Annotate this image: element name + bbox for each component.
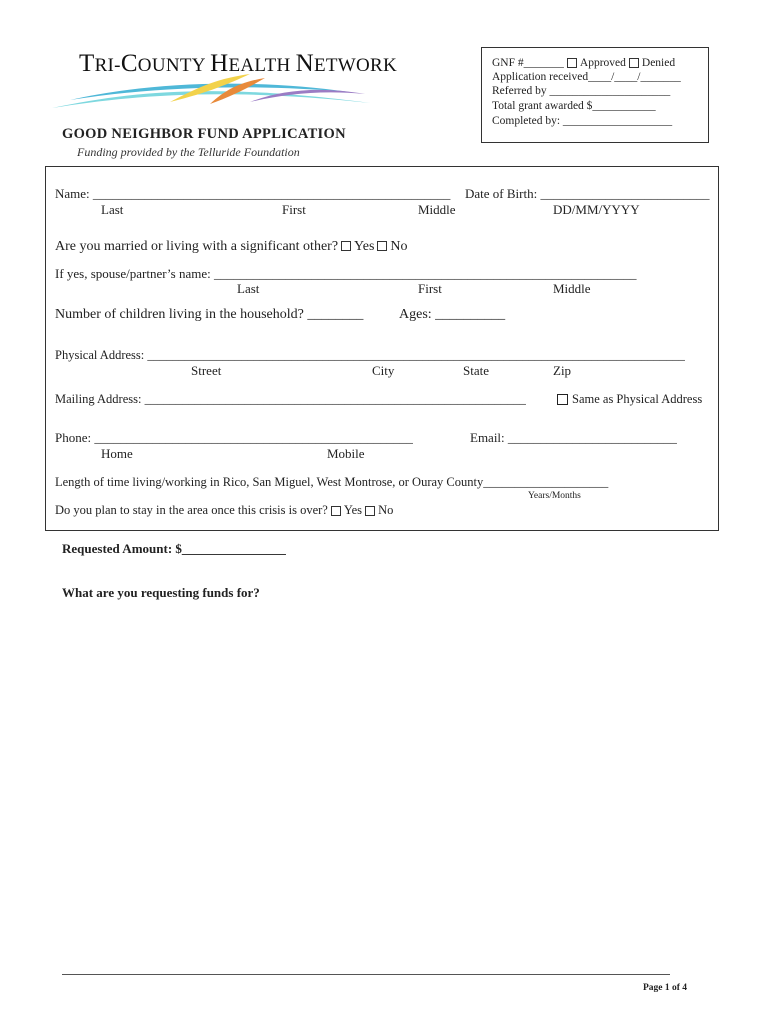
requested-amount-field[interactable]: Requested Amount: $________________ (62, 541, 286, 556)
children-ages-field[interactable]: Ages: __________ (399, 307, 506, 322)
mobile-caption: Mobile (327, 446, 365, 461)
name-middle-caption: Middle (418, 202, 456, 217)
married-yes-label: Yes (354, 239, 375, 254)
married-question (55, 239, 408, 255)
married-no-checkbox[interactable] (377, 241, 387, 251)
logo-cap-2: C (120, 50, 138, 77)
footer-divider (62, 974, 670, 975)
office-gnf-line (492, 57, 675, 69)
logo-cap-4: N (295, 50, 314, 77)
application-received-field[interactable]: Application received____/____/_______ (492, 71, 681, 83)
zip-caption: Zip (553, 363, 572, 378)
spouse-middle-caption: Middle (553, 281, 591, 296)
approved-label: Approved (579, 57, 626, 69)
denied-label: Denied (641, 57, 676, 69)
logo-rest-3: EALTH (228, 55, 296, 76)
referred-by-field[interactable]: Referred by _____________________ (492, 85, 671, 97)
spouse-first-caption: First (418, 281, 442, 296)
city-caption: City (372, 363, 395, 378)
page-number: Page 1 of 4 (643, 983, 688, 993)
office-use-box (481, 47, 709, 143)
physical-address-field[interactable]: Physical Address: ______________________________________________________________________________________ (55, 348, 685, 362)
married-yes-checkbox[interactable] (341, 241, 351, 251)
denied-checkbox[interactable] (629, 58, 639, 68)
same-as-physical (557, 392, 702, 407)
form-title: GOOD NEIGHBOR FUND APPLICATION (62, 126, 346, 142)
length-of-time-field[interactable]: Length of time living/working in Rico, San Miguel, West Montrose, or Ouray County____________________ (55, 475, 609, 489)
years-months-caption: Years/Months (528, 491, 581, 501)
logo-cap-3: H (210, 50, 229, 77)
email-field[interactable]: Email: __________________________ (470, 430, 677, 445)
stay-no-checkbox[interactable] (365, 506, 375, 516)
married-no-label: No (390, 239, 408, 254)
married-question-text: Are you married or living with a significant other? (55, 239, 339, 254)
spouse-last-caption: Last (237, 281, 260, 296)
same-as-physical-label: Same as Physical Address (572, 392, 703, 406)
stay-yes-label: Yes (343, 503, 363, 517)
dob-field[interactable]: Date of Birth: __________________________ (465, 186, 710, 201)
logo-rest-1: RI- (94, 55, 121, 76)
stay-no-label: No (378, 503, 394, 517)
funds-for-question: What are you requesting funds for? (62, 585, 260, 600)
gnf-number-field[interactable]: GNF #_______ (492, 57, 564, 69)
home-caption: Home (101, 446, 133, 461)
completed-by-field[interactable]: Completed by: ___________________ (492, 115, 673, 127)
same-as-physical-checkbox[interactable] (557, 394, 568, 405)
state-caption: State (463, 363, 489, 378)
form-subtitle: Funding provided by the Telluride Foundation (77, 145, 300, 159)
name-field[interactable]: Name: _______________________________________________________ (55, 186, 451, 201)
logo-rest-2: OUNTY (137, 55, 211, 76)
phone-field[interactable]: Phone: _________________________________________________ (55, 430, 413, 445)
dob-format-caption: DD/MM/YYYY (553, 202, 640, 217)
stay-question (55, 503, 393, 518)
logo-rest-4: ETWORK (313, 55, 397, 76)
spouse-name-field[interactable]: If yes, spouse/partner’s name: _________________________________________________________________ (55, 266, 637, 281)
stay-question-text: Do you plan to stay in the area once this crisis is over? (55, 503, 328, 517)
street-caption: Street (191, 363, 222, 378)
approved-checkbox[interactable] (567, 58, 577, 68)
name-last-caption: Last (101, 202, 124, 217)
stay-yes-checkbox[interactable] (331, 506, 341, 516)
name-first-caption: First (282, 202, 306, 217)
logo-cap-1: T (79, 50, 95, 77)
total-grant-field[interactable]: Total grant awarded $___________ (492, 100, 656, 112)
mailing-address-field[interactable]: Mailing Address: _____________________________________________________________ (55, 392, 526, 406)
children-count-field[interactable]: Number of children living in the household? ________ (55, 307, 364, 322)
logo-swoosh-icon (50, 72, 372, 112)
